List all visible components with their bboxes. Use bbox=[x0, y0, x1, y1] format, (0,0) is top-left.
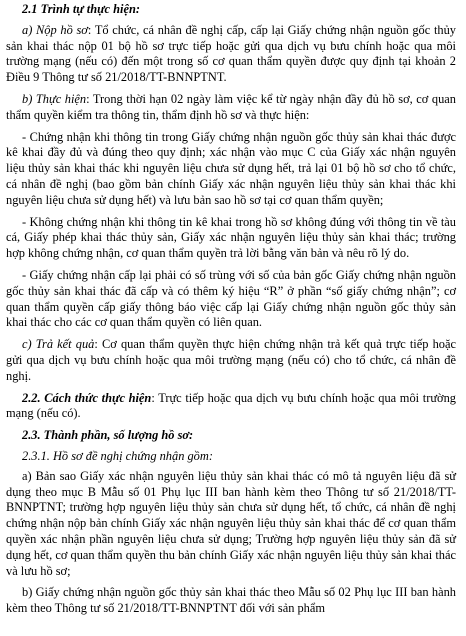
paragraph-2-3-1-a: a) Bản sao Giấy xác nhận nguyên liệu thủy sản khai thác có mô tả nguyên liệu đã sử dụng theo mục B Mẫu số 01 Phụ lục III ban hành kèm theo Thông tư số 21/2018/TT-BNNPTNT; trường hợp nguyên liệu thủy sản chưa sử dụng hết, tổ chức, cá nhân đề nghị chứng nhận nộp bản chính Giấy xác nhận nguyên liệu thủy sản khai thác để cơ quan thẩm quyền xác nhận phần nguyên liệu chưa sử dụng; Trường hợp nguyên liệu thủy sản đã sử dụng hết, cơ quan thẩm quyền thu bản chính Giấy xác nhận nguyên liệu thủy sản khai thác và lưu hồ sơ; bbox=[6, 468, 456, 578]
label-thuc-hien: b) Thực hiện bbox=[22, 91, 87, 106]
paragraph-2-1-b bbox=[6, 92, 456, 124]
paragraph-2-2 bbox=[6, 391, 456, 423]
heading-2-2: 2.2. Cách thức thực hiện bbox=[22, 390, 152, 405]
heading-2-1: 2.1 Trình tự thực hiện: bbox=[22, 2, 141, 16]
text-thuc-hien: : Trong thời hạn 02 ngày làm việc kể từ ngày nhận đầy đủ hồ sơ, cơ quan thẩm quyền kiểm tra thông tin, thẩm định hồ sơ và thực hiện: bbox=[6, 91, 456, 122]
text-tra-ket-qua: : Cơ quan thẩm quyền thực hiện chứng nhận trả kết quả trực tiếp hoặc gửi qua dịch vụ bưu chính hoặc qua môi trường mạng (nếu có) cho tổ chức, cá nhân đề nghị. bbox=[6, 337, 456, 383]
label-tra-ket-qua: c) Trả kết quả bbox=[22, 337, 95, 352]
paragraph-2-1-a bbox=[6, 23, 456, 86]
heading-2-3: 2.3. Thành phần, số lượng hồ sơ: bbox=[22, 428, 194, 443]
paragraph-2-3-1-b: b) Giấy chứng nhận nguồn gốc thủy sản khai thác theo Mẫu số 02 Phụ lục III ban hành kèm theo Thông tư số 21/2018/TT-BNNPTNT đối với sản phẩm bbox=[6, 585, 456, 616]
bullet-khong-chung-nhan: - Không chứng nhận khi thông tin kê khai trong hồ sơ không đúng với thông tin về tàu cá, Giấy phép khai thác thủy sản, Giấy xác nhận nguyên liệu thủy sản khai thác; trường hợp không chứng nhận, cơ quan thẩm quyền trả lời bằng văn bản và nêu rõ lý do. bbox=[6, 214, 456, 261]
text-2-2: : Trực tiếp hoặc qua dịch vụ bưu chính hoặc qua môi trường mạng (nếu có). bbox=[6, 390, 456, 421]
bullet-chung-nhan: - Chứng nhận khi thông tin trong Giấy chứng nhận nguồn gốc thủy sản khai thác được kê khai đầy đủ và đúng theo quy định; xác nhận vào mục C của Giấy xác nhận nguyên liệu thủy sản khai thác khi nguyên liệu chưa sử dụng hết, trả lại 01 bộ hồ sơ cho tổ chức, cá nhân đề nghị (bao gồm bản chính Giấy xác nhận nguyên liệu thủy sản khai thác khi nguyên liệu chưa sử dụng hết) và lưu bản sao hồ sơ tại cơ quan thẩm quyền; bbox=[6, 129, 456, 207]
heading-2-3-1: 2.3.1. Hồ sơ đề nghị chứng nhận gồm: bbox=[22, 448, 213, 463]
paragraph-2-1-c bbox=[6, 337, 456, 384]
bullet-cap-lai: - Giấy chứng nhận cấp lại phải có số trùng với số của bản gốc Giấy chứng nhận nguồn gốc thủy sản khai thác đã cấp và có thêm ký hiệu “R” ở phần “số giấy chứng nhận”; cơ quan thẩm quyền cấp giấy thông báo việc cấp lại Giấy chứng nhận nguồn gốc thủy sản khai thác cho các cơ quan thẩm quyền có liên quan. bbox=[6, 267, 456, 330]
label-nop-ho-so: a) Nộp hồ sơ bbox=[22, 22, 88, 37]
text-nop-ho-so: : Tổ chức, cá nhân đề nghị cấp, cấp lại Giấy chứng nhận nguồn gốc thủy sản khai thác nộp 01 bộ hồ sơ trực tiếp hoặc gửi qua dịch vụ bưu chính hoặc qua môi trường mạng (nếu có) đến một trong số cơ quan thẩm quyền được quy định tại khoản 2 Điều 9 Thông tư số 21/2018/TT-BNNPTNT. bbox=[6, 22, 456, 85]
